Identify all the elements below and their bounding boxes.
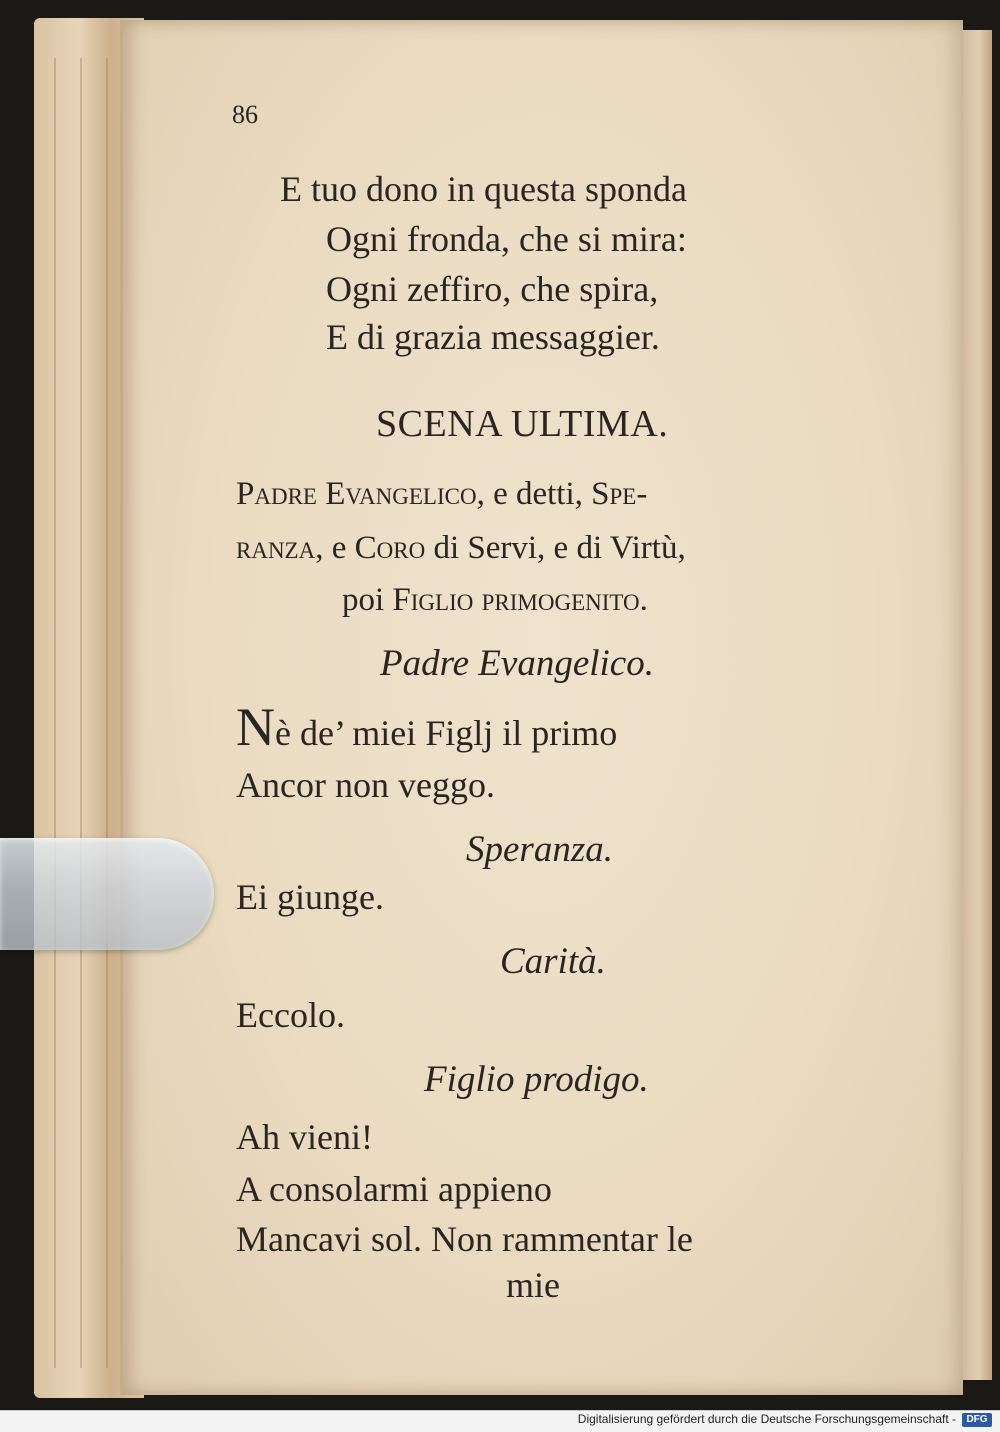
- cast-line-1: [236, 476, 647, 513]
- verse-line-2: Ogni fronda, che si mira:: [326, 219, 687, 259]
- cast-name-padre: Padre Evangelico: [236, 476, 477, 512]
- cast-name-speranza-part: Spe-: [591, 476, 648, 512]
- funding-credit: Digitalisierung gefördert durch die Deutsche Forschungsgemeinschaft -: [577, 1412, 956, 1426]
- dialogue-line-5: Ah vieni!: [236, 1117, 373, 1157]
- glass-page-holder: [0, 838, 214, 950]
- cast-text: poi: [342, 582, 393, 618]
- page-number: 86: [232, 100, 258, 129]
- dialogue-line-3: Ei giunge.: [236, 877, 384, 917]
- cast-name-speranza-end: ranza: [236, 530, 316, 566]
- cast-text: , e: [315, 530, 355, 566]
- verse-line-3: Ogni zeffiro, che spira,: [326, 269, 659, 309]
- scene-title: SCENA ULTIMA.: [376, 403, 669, 445]
- dialogue-line-1: [236, 697, 618, 757]
- speaker-figlio-prodigo: Figlio prodigo.: [424, 1059, 649, 1100]
- cast-line-2: [236, 530, 686, 567]
- speaker-padre: Padre Evangelico.: [380, 643, 654, 684]
- dialogue-line-8: mie: [506, 1265, 560, 1305]
- dialogue-line-6: A consolarmi appieno: [236, 1169, 552, 1209]
- verse-line-4: E di grazia messaggier.: [326, 317, 660, 357]
- cast-line-3: [342, 582, 648, 619]
- cast-name-coro: Coro: [354, 530, 426, 566]
- cast-name-figlio: Figlio primogenito: [392, 582, 640, 618]
- cast-text: .: [639, 582, 648, 618]
- facing-page-edge: [958, 30, 992, 1380]
- cast-text: , e detti,: [476, 476, 592, 512]
- speaker-carita: Carità.: [500, 941, 606, 982]
- drop-cap: N: [236, 697, 275, 757]
- dfg-logo-icon: DFG: [962, 1413, 992, 1427]
- dialogue-line-7: Mancavi sol. Non rammentar le: [236, 1219, 693, 1259]
- dialogue-text: è de’ miei Figlj il primo: [275, 713, 618, 753]
- dialogue-line-2: Ancor non veggo.: [236, 765, 495, 805]
- dialogue-line-4: Eccolo.: [236, 995, 345, 1035]
- speaker-speranza: Speranza.: [466, 829, 613, 870]
- verse-line-1: E tuo dono in questa sponda: [280, 169, 687, 209]
- cast-text: di Servi, e di Virtù,: [425, 530, 686, 566]
